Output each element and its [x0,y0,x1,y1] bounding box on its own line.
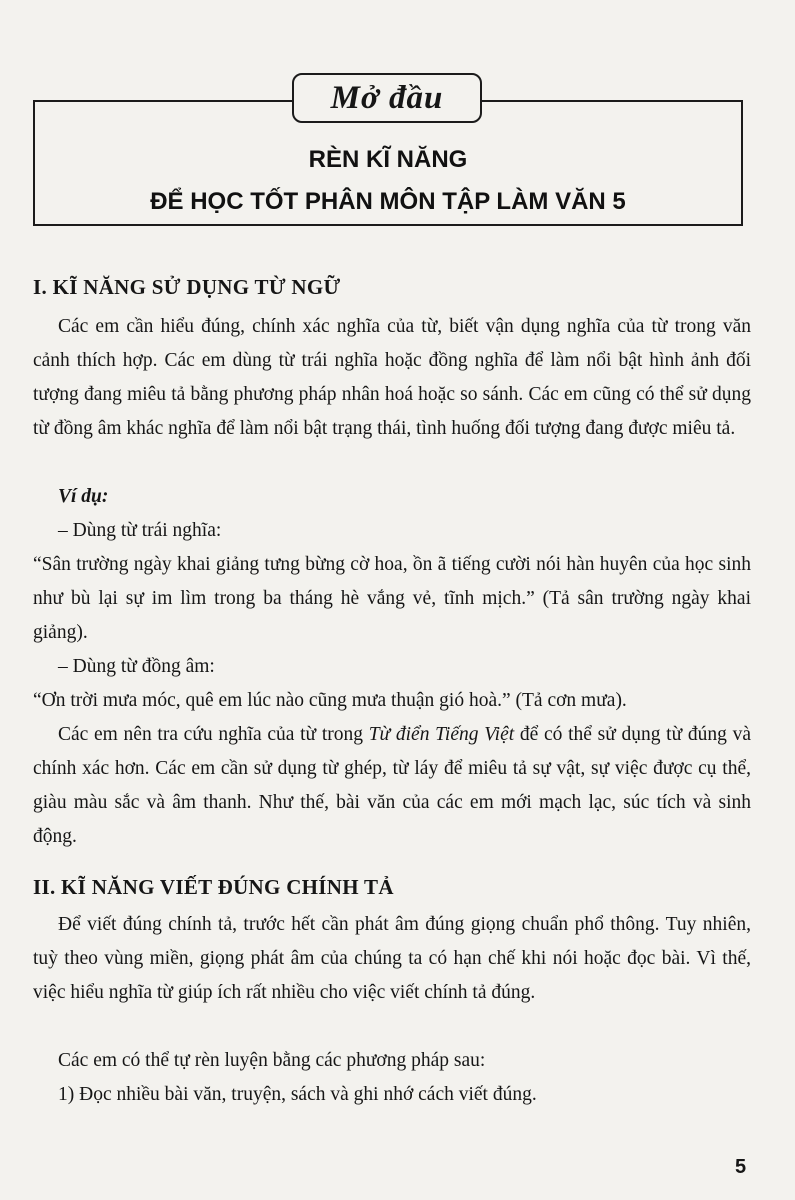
example-item-1: – Dùng từ trái nghĩa: [58,520,222,541]
para-text: để có thể sử dụng từ đúng và chính xác hơn. Các em cần sử dụng từ ghép, từ láy để miêu tả sự vật, sự việc được cụ thể, giàu màu sắc và âm thanh. Như thế, bài văn của các em mới mạch lạc, súc tích và sinh động. [33,724,751,847]
title-line-1: RÈN KĨ NĂNG [308,146,468,173]
title-line-2: ĐỂ HỌC TỐT PHÂN MÔN TẬP LÀM VĂN 5 [150,188,626,215]
section-1-paragraph-2 [33,718,751,854]
section-2-paragraph-1: Để viết đúng chính tả, trước hết cần phát âm đúng giọng chuẩn phổ thông. Tuy nhiên, tuỳ theo vùng miền, giọng phát âm của chúng ta có hạn chế khi nói hoặc đọc bài. Vì thế, việc hiểu nghĩa từ giúp ích rất nhiều cho việc viết chính tả đúng. [33,914,751,1003]
intro-label: Mở đầu [292,73,482,123]
example-label: Ví dụ: [58,486,109,507]
para-text: Các em nên tra cứu nghĩa của từ trong [58,724,369,745]
section-2-paragraph-2: Các em có thể tự rèn luyện bằng các phương pháp sau: [58,1050,486,1071]
section-1-paragraph-1: Các em cần hiểu đúng, chính xác nghĩa của từ, biết vận dụng nghĩa của từ trong văn cảnh thích hợp. Các em dùng từ trái nghĩa hoặc đồng nghĩa để làm nổi bật hình ảnh đối tượng đang miêu tả bằng phương pháp nhân hoá hoặc so sánh. Các em cũng có thể sử dụng từ đồng âm khác nghĩa để làm nổi bật trạng thái, tình huống đối tượng đang được miêu tả. [33,316,751,439]
example-item-2: – Dùng từ đồng âm: [58,656,215,677]
example-quote-1: “Sân trường ngày khai giảng tưng bừng cờ hoa, ồn ã tiếng cười nói hàn huyên của học sinh như bù lại sự im lìm trong ba tháng hè vắng vẻ, tĩnh mịch.” (Tả sân trường ngày khai giảng). [33,554,751,643]
dictionary-title: Từ điển Tiếng Việt [368,724,515,745]
example-quote-2: “Ơn trời mưa móc, quê em lúc nào cũng mưa thuận gió hoà.” (Tả cơn mưa). [33,690,627,711]
section-1-heading: I. KĨ NĂNG SỬ DỤNG TỪ NGỮ [33,275,341,299]
section-2-heading: II. KĨ NĂNG VIẾT ĐÚNG CHÍNH TẢ [33,875,394,899]
page-number: 5 [735,1156,747,1178]
section-2-item-1: 1) Đọc nhiều bài văn, truyện, sách và ghi nhớ cách viết đúng. [58,1084,537,1105]
